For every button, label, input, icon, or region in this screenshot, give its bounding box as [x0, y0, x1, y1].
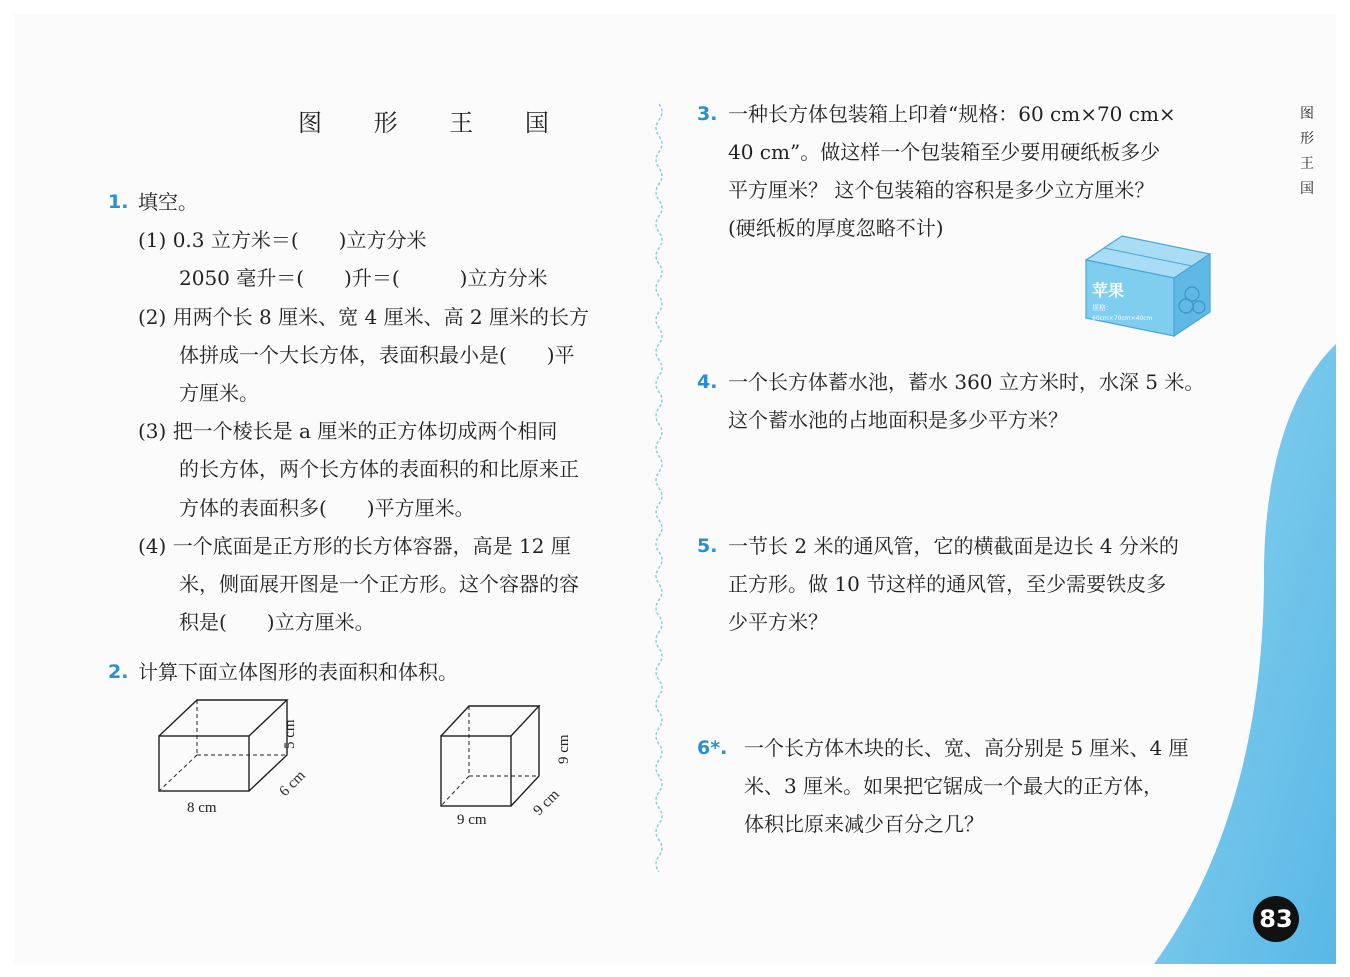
- question-line: 体积比原来减少百分之几？: [744, 812, 984, 836]
- cube-height-label: 9 cm: [556, 734, 572, 764]
- question-text: 计算下面立体图形的表面积和体积。: [138, 660, 458, 684]
- side-label-char: 图: [1300, 106, 1314, 122]
- question-number: 6*.: [697, 737, 728, 759]
- apple-box-illustration: [1082, 232, 1212, 340]
- cube-length-label: 9 cm: [457, 812, 487, 828]
- box-spec-label: 60cm×70cm×40cm: [1092, 315, 1153, 322]
- question-line: 方厘米。: [179, 381, 259, 405]
- question-number: 2.: [108, 661, 129, 683]
- cube-figure: [429, 694, 589, 829]
- question-line: 2050 毫升＝( )升＝( )立方分米: [179, 266, 548, 290]
- cuboid-figure: [149, 694, 329, 824]
- cuboid-height-label: 5 cm: [282, 719, 298, 749]
- question-number: 3.: [697, 103, 718, 125]
- question-line: 正方形。做 10 节这样的通风管，至少需要铁皮多: [728, 572, 1167, 596]
- question-line: 米，侧面展开图是一个正方形。这个容器的容: [179, 572, 579, 596]
- question-text: 填空。: [138, 190, 198, 214]
- question-line: 平方厘米？ 这个包装箱的容积是多少立方厘米？: [728, 178, 1155, 202]
- page-number-badge: 83: [1253, 896, 1299, 942]
- box-brand-label: 苹果: [1092, 281, 1125, 300]
- question-line: 方体的表面积多( )平方厘米。: [179, 496, 475, 520]
- side-section-label: [1297, 102, 1317, 202]
- question-line: 积是( )立方厘米。: [179, 610, 375, 634]
- question-line: 一节长 2 米的通风管，它的横截面是边长 4 分米的: [728, 534, 1179, 558]
- cuboid-length-label: 8 cm: [187, 800, 217, 816]
- question-line: 40 cm”。做这样一个包装箱至少要用硬纸板多少: [728, 140, 1161, 164]
- question-line: (硬纸板的厚度忽略不计): [728, 216, 944, 240]
- question-number: 4.: [697, 371, 718, 393]
- question-line: (1) 0.3 立方米＝( )立方分米: [138, 228, 427, 252]
- cube-width-label: 9 cm: [530, 786, 563, 819]
- question-line: 的长方体，两个长方体的表面积的和比原来正: [179, 457, 579, 481]
- page-title: 图 形 王 国: [298, 109, 571, 137]
- box-small-label: 规格：: [1092, 304, 1113, 312]
- side-label-char: 王: [1300, 156, 1314, 172]
- question-line: 少平方米？: [728, 610, 828, 634]
- question-line: (4) 一个底面是正方形的长方体容器，高是 12 厘: [138, 534, 571, 558]
- question-line: (2) 用两个长 8 厘米、宽 4 厘米、高 2 厘米的长方: [138, 305, 590, 329]
- question-number: 1.: [108, 191, 129, 213]
- question-number: 5.: [697, 535, 718, 557]
- question-line: 这个蓄水池的占地面积是多少平方米？: [728, 408, 1068, 432]
- question-line: 米、3 厘米。如果把它锯成一个最大的正方体，: [744, 774, 1164, 798]
- question-line: (3) 把一个棱长是 a 厘米的正方体切成两个相同: [138, 419, 558, 443]
- question-line: 一个长方体木块的长、宽、高分别是 5 厘米、4 厘: [744, 736, 1189, 760]
- question-line: 一种长方体包装箱上印着“规格：60 cm×70 cm×: [728, 102, 1176, 126]
- question-line: 一个长方体蓄水池，蓄水 360 立方米时，水深 5 米。: [728, 370, 1205, 394]
- workbook-page: [14, 14, 1336, 964]
- side-label-char: 形: [1300, 131, 1314, 147]
- cuboid-width-label: 6 cm: [276, 767, 309, 800]
- side-label-char: 国: [1300, 181, 1314, 197]
- question-line: 体拼成一个大长方体，表面积最小是( )平: [179, 343, 575, 367]
